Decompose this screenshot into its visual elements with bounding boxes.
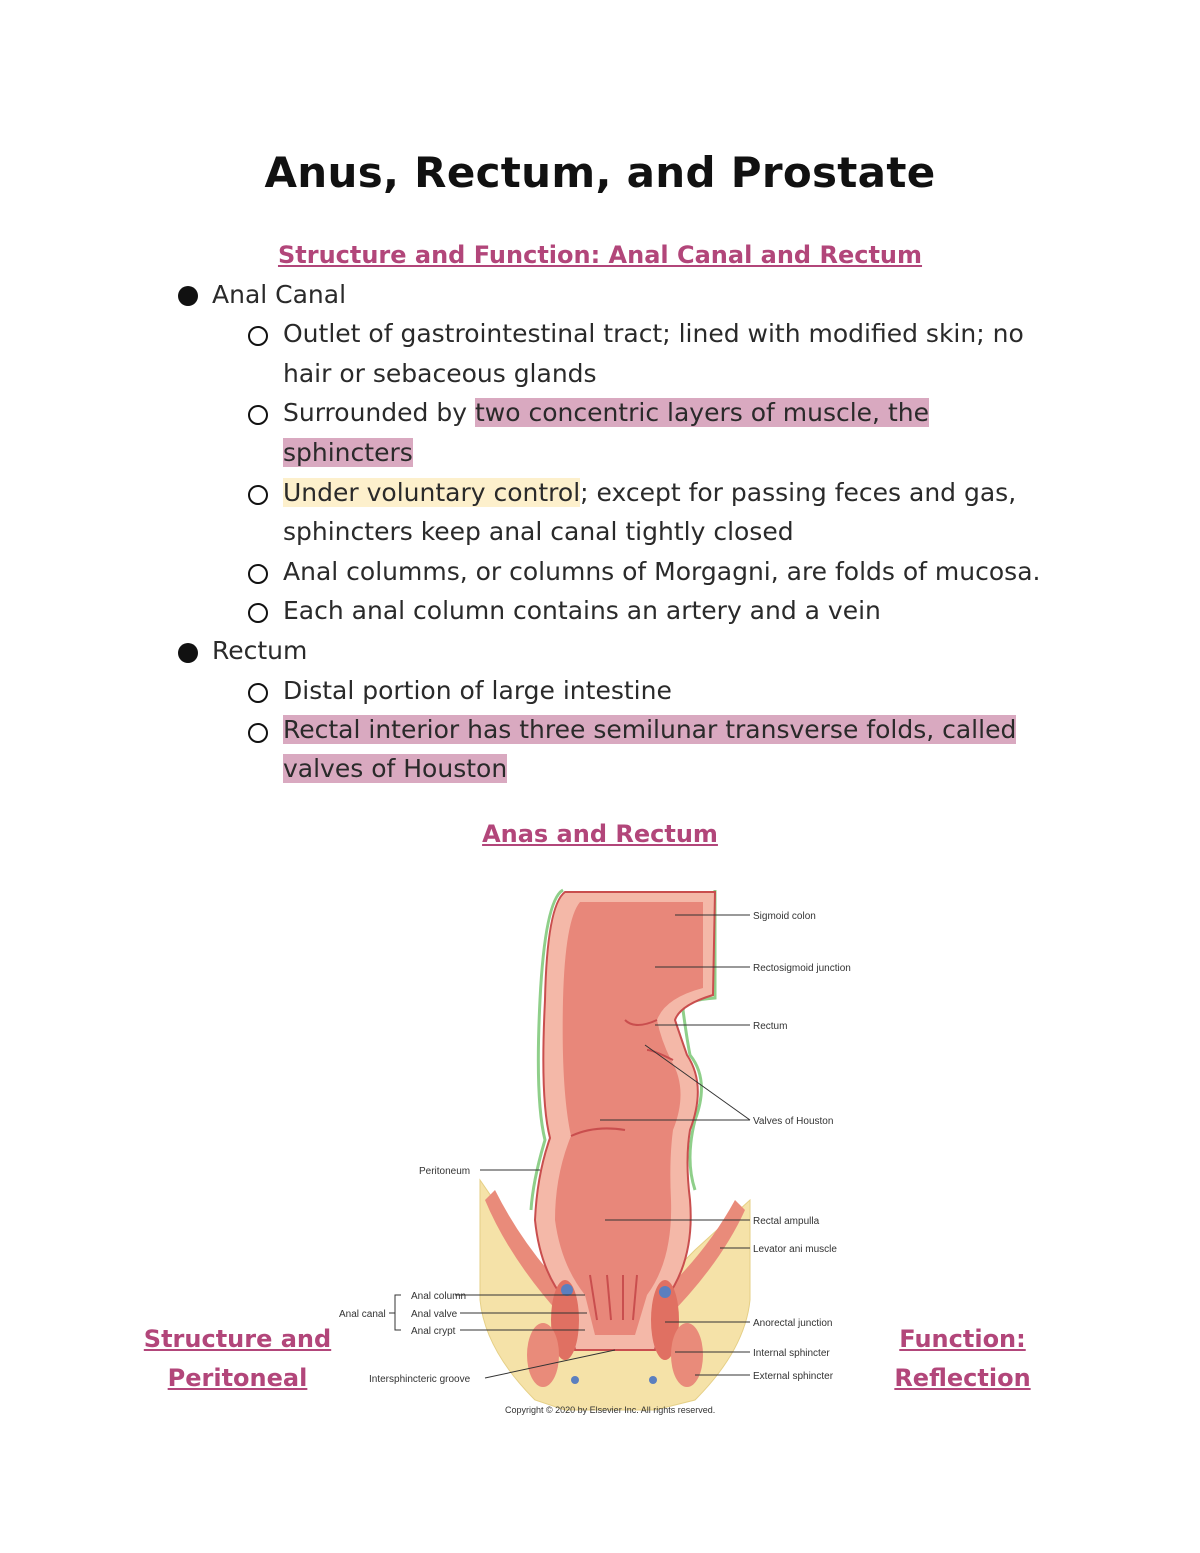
side-caption-left bbox=[140, 1320, 335, 1398]
external-sphincter-right bbox=[671, 1323, 703, 1387]
sub-item-surrounded-line1 bbox=[283, 393, 929, 432]
highlight-pink: two concentric layers of muscle, the bbox=[474, 398, 929, 427]
side-caption-right bbox=[880, 1320, 1045, 1398]
page-title: Anus, Rectum, and Prostate bbox=[264, 148, 936, 197]
bullet-circle bbox=[248, 326, 268, 346]
sub-item-distal: Distal portion of large intestine bbox=[283, 676, 672, 705]
section-heading-anas-rectum: Anas and Rectum bbox=[482, 820, 718, 848]
side-caption-left-line1: Structure and bbox=[143, 1325, 332, 1353]
section-heading-anal-canal-rectum: Structure and Function: Anal Canal and Rectum bbox=[277, 241, 923, 269]
sub-item-outlet-line2: hair or sebaceous glands bbox=[283, 359, 597, 388]
side-caption-left-line2: Peritoneal bbox=[167, 1364, 308, 1392]
anatomy-figure-anus-rectum bbox=[335, 880, 865, 1420]
bullet-dot bbox=[178, 286, 198, 306]
label-internal-sphincter: Internal sphincter bbox=[753, 1348, 830, 1359]
highlight-pink: sphincters bbox=[283, 438, 413, 467]
sub-item-surrounded-line2 bbox=[283, 433, 413, 472]
label-rectal-ampulla: Rectal ampulla bbox=[753, 1216, 820, 1227]
bullet-circle bbox=[248, 485, 268, 505]
sub-item-outlet-line1: Outlet of gastrointestinal tract; lined with modified skin; no bbox=[283, 319, 1024, 348]
side-caption-right-line1: Function: bbox=[899, 1325, 1026, 1353]
label-levator-ani-muscle: Levator ani muscle bbox=[753, 1244, 837, 1255]
list-item-rectum: Rectum bbox=[212, 636, 308, 665]
label-external-sphincter: External sphincter bbox=[753, 1371, 834, 1382]
bullet-circle bbox=[248, 683, 268, 703]
sub-item-voluntary-line1 bbox=[283, 473, 1016, 512]
highlight-yellow: Under voluntary control bbox=[283, 478, 581, 507]
highlight-pink: Rectal interior has three semilunar transverse folds, called bbox=[283, 715, 1017, 744]
external-sphincter-left bbox=[527, 1323, 559, 1387]
label-anal-column: Anal column bbox=[411, 1291, 467, 1302]
text-plain: Surrounded by bbox=[283, 398, 475, 427]
text-plain: ; except for passing feces and gas, bbox=[580, 478, 1017, 507]
sub-item-voluntary-line2: sphincters keep anal canal tightly closed bbox=[283, 517, 794, 546]
label-anal-crypt: Anal crypt bbox=[411, 1326, 456, 1337]
sub-item-valves-line1 bbox=[283, 710, 1016, 749]
bullet-dot bbox=[178, 643, 198, 663]
side-caption-right-line2: Reflection bbox=[894, 1364, 1031, 1392]
label-anal-valve: Anal valve bbox=[411, 1309, 458, 1320]
label-anal-canal: Anal canal bbox=[339, 1309, 386, 1320]
label-rectum: Rectum bbox=[753, 1021, 788, 1032]
sub-item-artery-vein: Each anal column contains an artery and a vein bbox=[283, 596, 881, 625]
label-anorectal-junction: Anorectal junction bbox=[753, 1318, 833, 1329]
bullet-circle bbox=[248, 405, 268, 425]
highlight-pink: valves of Houston bbox=[283, 754, 508, 783]
figure-copyright: Copyright © 2020 by Elsevier Inc. All rights reserved. bbox=[505, 1405, 716, 1415]
bullet-circle bbox=[248, 603, 268, 623]
bullet-circle bbox=[248, 723, 268, 743]
label-sigmoid-colon: Sigmoid colon bbox=[753, 911, 816, 922]
sub-item-columns: Anal columms, or columns of Morgagni, are folds of mucosa. bbox=[283, 557, 1041, 586]
list-item-anal-canal: Anal Canal bbox=[212, 280, 347, 309]
label-rectosigmoid-junction: Rectosigmoid junction bbox=[753, 963, 851, 974]
label-valves-of-houston: Valves of Houston bbox=[753, 1116, 834, 1127]
bullet-circle bbox=[248, 564, 268, 584]
label-intersphincteric-groove: Intersphincteric groove bbox=[369, 1374, 471, 1385]
label-peritoneum: Peritoneum bbox=[419, 1166, 471, 1177]
sub-item-valves-line2 bbox=[283, 749, 507, 788]
